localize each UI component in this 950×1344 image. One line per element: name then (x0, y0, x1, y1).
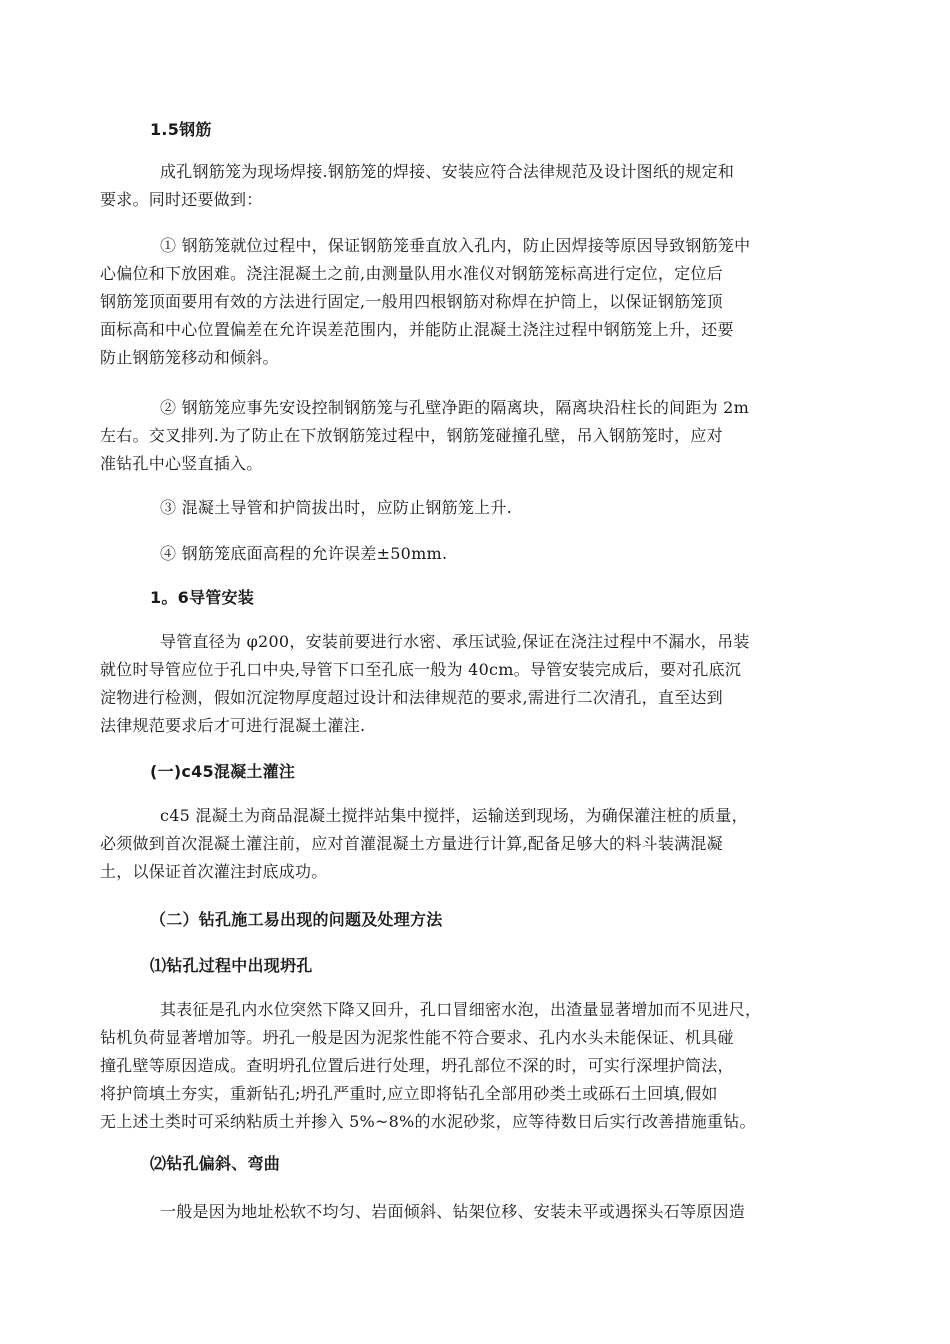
paragraph-line: 面标高和中心位置偏差在允许误差范围内，并能防止混凝土浇注过程中钢筋笼上升，还要 (100, 320, 734, 339)
paragraph-line: 准钻孔中心竖直插入。 (100, 454, 263, 473)
paragraph-line: 其表征是孔内水位突然下降又回升，孔口冒细密水泡，出渣量显著增加而不见进尺， (160, 1000, 762, 1019)
paragraph-line: 钢筋笼顶面要用有效的方法进行固定,一般用四根钢筋对称焊在护筒上，以保证钢筋笼顶 (100, 292, 723, 311)
section-heading (100, 906, 860, 934)
heading-text: ⑵钻孔偏斜、弯曲 (150, 1154, 281, 1173)
paragraph (100, 494, 860, 522)
paragraph (100, 394, 860, 478)
paragraph (100, 996, 860, 1136)
paragraph-line: 左右。交叉排列.为了防止在下放钢筋笼过程中，钢筋笼碰撞孔壁，吊入钢筋笼时，应对 (100, 426, 723, 445)
paragraph-line: 成孔钢筋笼为现场焊接.钢筋笼的焊接、安装应符合法律规范及设计图纸的规定和 (160, 162, 735, 181)
paragraph (100, 802, 860, 886)
paragraph-line: 必须做到首次混凝土灌注前，应对首灌混凝土方量进行计算,配备足够大的料斗装满混凝 (100, 834, 723, 853)
paragraph-line: 心偏位和下放困难。浇注混凝土之前,由测量队用水准仪对钢筋笼标高进行定位，定位后 (100, 264, 723, 283)
paragraph-line: 就位时导管应位于孔口中央,导管下口至孔底一般为 40cm。导管安装完成后，要对孔底沉 (100, 660, 742, 679)
paragraph (100, 628, 860, 740)
paragraph-line: 导管直径为 φ200，安装前要进行水密、承压试验,保证在浇注过程中不漏水，吊装 (160, 632, 750, 651)
paragraph (100, 540, 860, 568)
paragraph-line: 撞孔壁等原因造成。查明坍孔位置后进行处理，坍孔部位不深的时，可实行深埋护筒法， (100, 1056, 734, 1075)
paragraph-line: 淀物进行检测，假如沉淀物厚度超过设计和法律规范的要求,需进行二次清孔，直至达到 (100, 688, 723, 707)
section-heading (100, 584, 860, 612)
paragraph-line: 土，以保证首次灌注封底成功。 (100, 862, 328, 881)
paragraph-line: ④ 钢筋笼底面高程的允许误差±50mm. (160, 544, 448, 563)
paragraph (100, 158, 860, 214)
paragraph (100, 1198, 860, 1226)
heading-text: (一)c45混凝土灌注 (150, 762, 296, 781)
paragraph-line: ② 钢筋笼应事先安设控制钢筋笼与孔壁净距的隔离块，隔离块沿柱长的间距为 2m (160, 398, 750, 417)
paragraph-line: 钻机负荷显著增加等。坍孔一般是因为泥浆性能不符合要求、孔内水头未能保证、机具碰 (100, 1028, 734, 1047)
paragraph-line: 要求。同时还要做到： (100, 190, 263, 209)
heading-text: 1。6导管安装 (150, 588, 255, 607)
heading-text: ⑴钻孔过程中出现坍孔 (150, 956, 313, 975)
heading-text: （二）钻孔施工易出现的问题及处理方法 (150, 910, 443, 929)
section-heading (100, 116, 860, 144)
paragraph-line: c45 混凝土为商品混凝土搅拌站集中搅拌，运输送到现场，为确保灌注桩的质量， (160, 806, 748, 825)
section-heading (100, 952, 860, 980)
paragraph-line: 法律规范要求后才可进行混凝土灌注. (100, 716, 366, 735)
section-heading (100, 758, 860, 786)
paragraph (100, 232, 860, 372)
paragraph-line: 防止钢筋笼移动和倾斜。 (100, 348, 279, 367)
paragraph-line: 将护筒填土夯实，重新钻孔;坍孔严重时,应立即将钻孔全部用砂类土或砾石土回填,假如 (100, 1084, 718, 1103)
section-heading (100, 1150, 860, 1178)
paragraph-line: ③ 混凝土导管和护筒拔出时，应防止钢筋笼上升. (160, 498, 512, 517)
heading-text: 1.5钢筋 (150, 120, 212, 139)
paragraph-line: 无上述土类时可采纳粘质土并掺入 5%~8%的水泥砂浆，应等待数日后实行改善措施重钻。 (100, 1112, 756, 1131)
paragraph-line: ① 钢筋笼就位过程中，保证钢筋笼垂直放入孔内，防止因焊接等原因导致钢筋笼中 (160, 236, 751, 255)
paragraph-line: 一般是因为地址松软不均匀、岩面倾斜、钻架位移、安装未平或遇探头石等原因造 (160, 1202, 746, 1221)
